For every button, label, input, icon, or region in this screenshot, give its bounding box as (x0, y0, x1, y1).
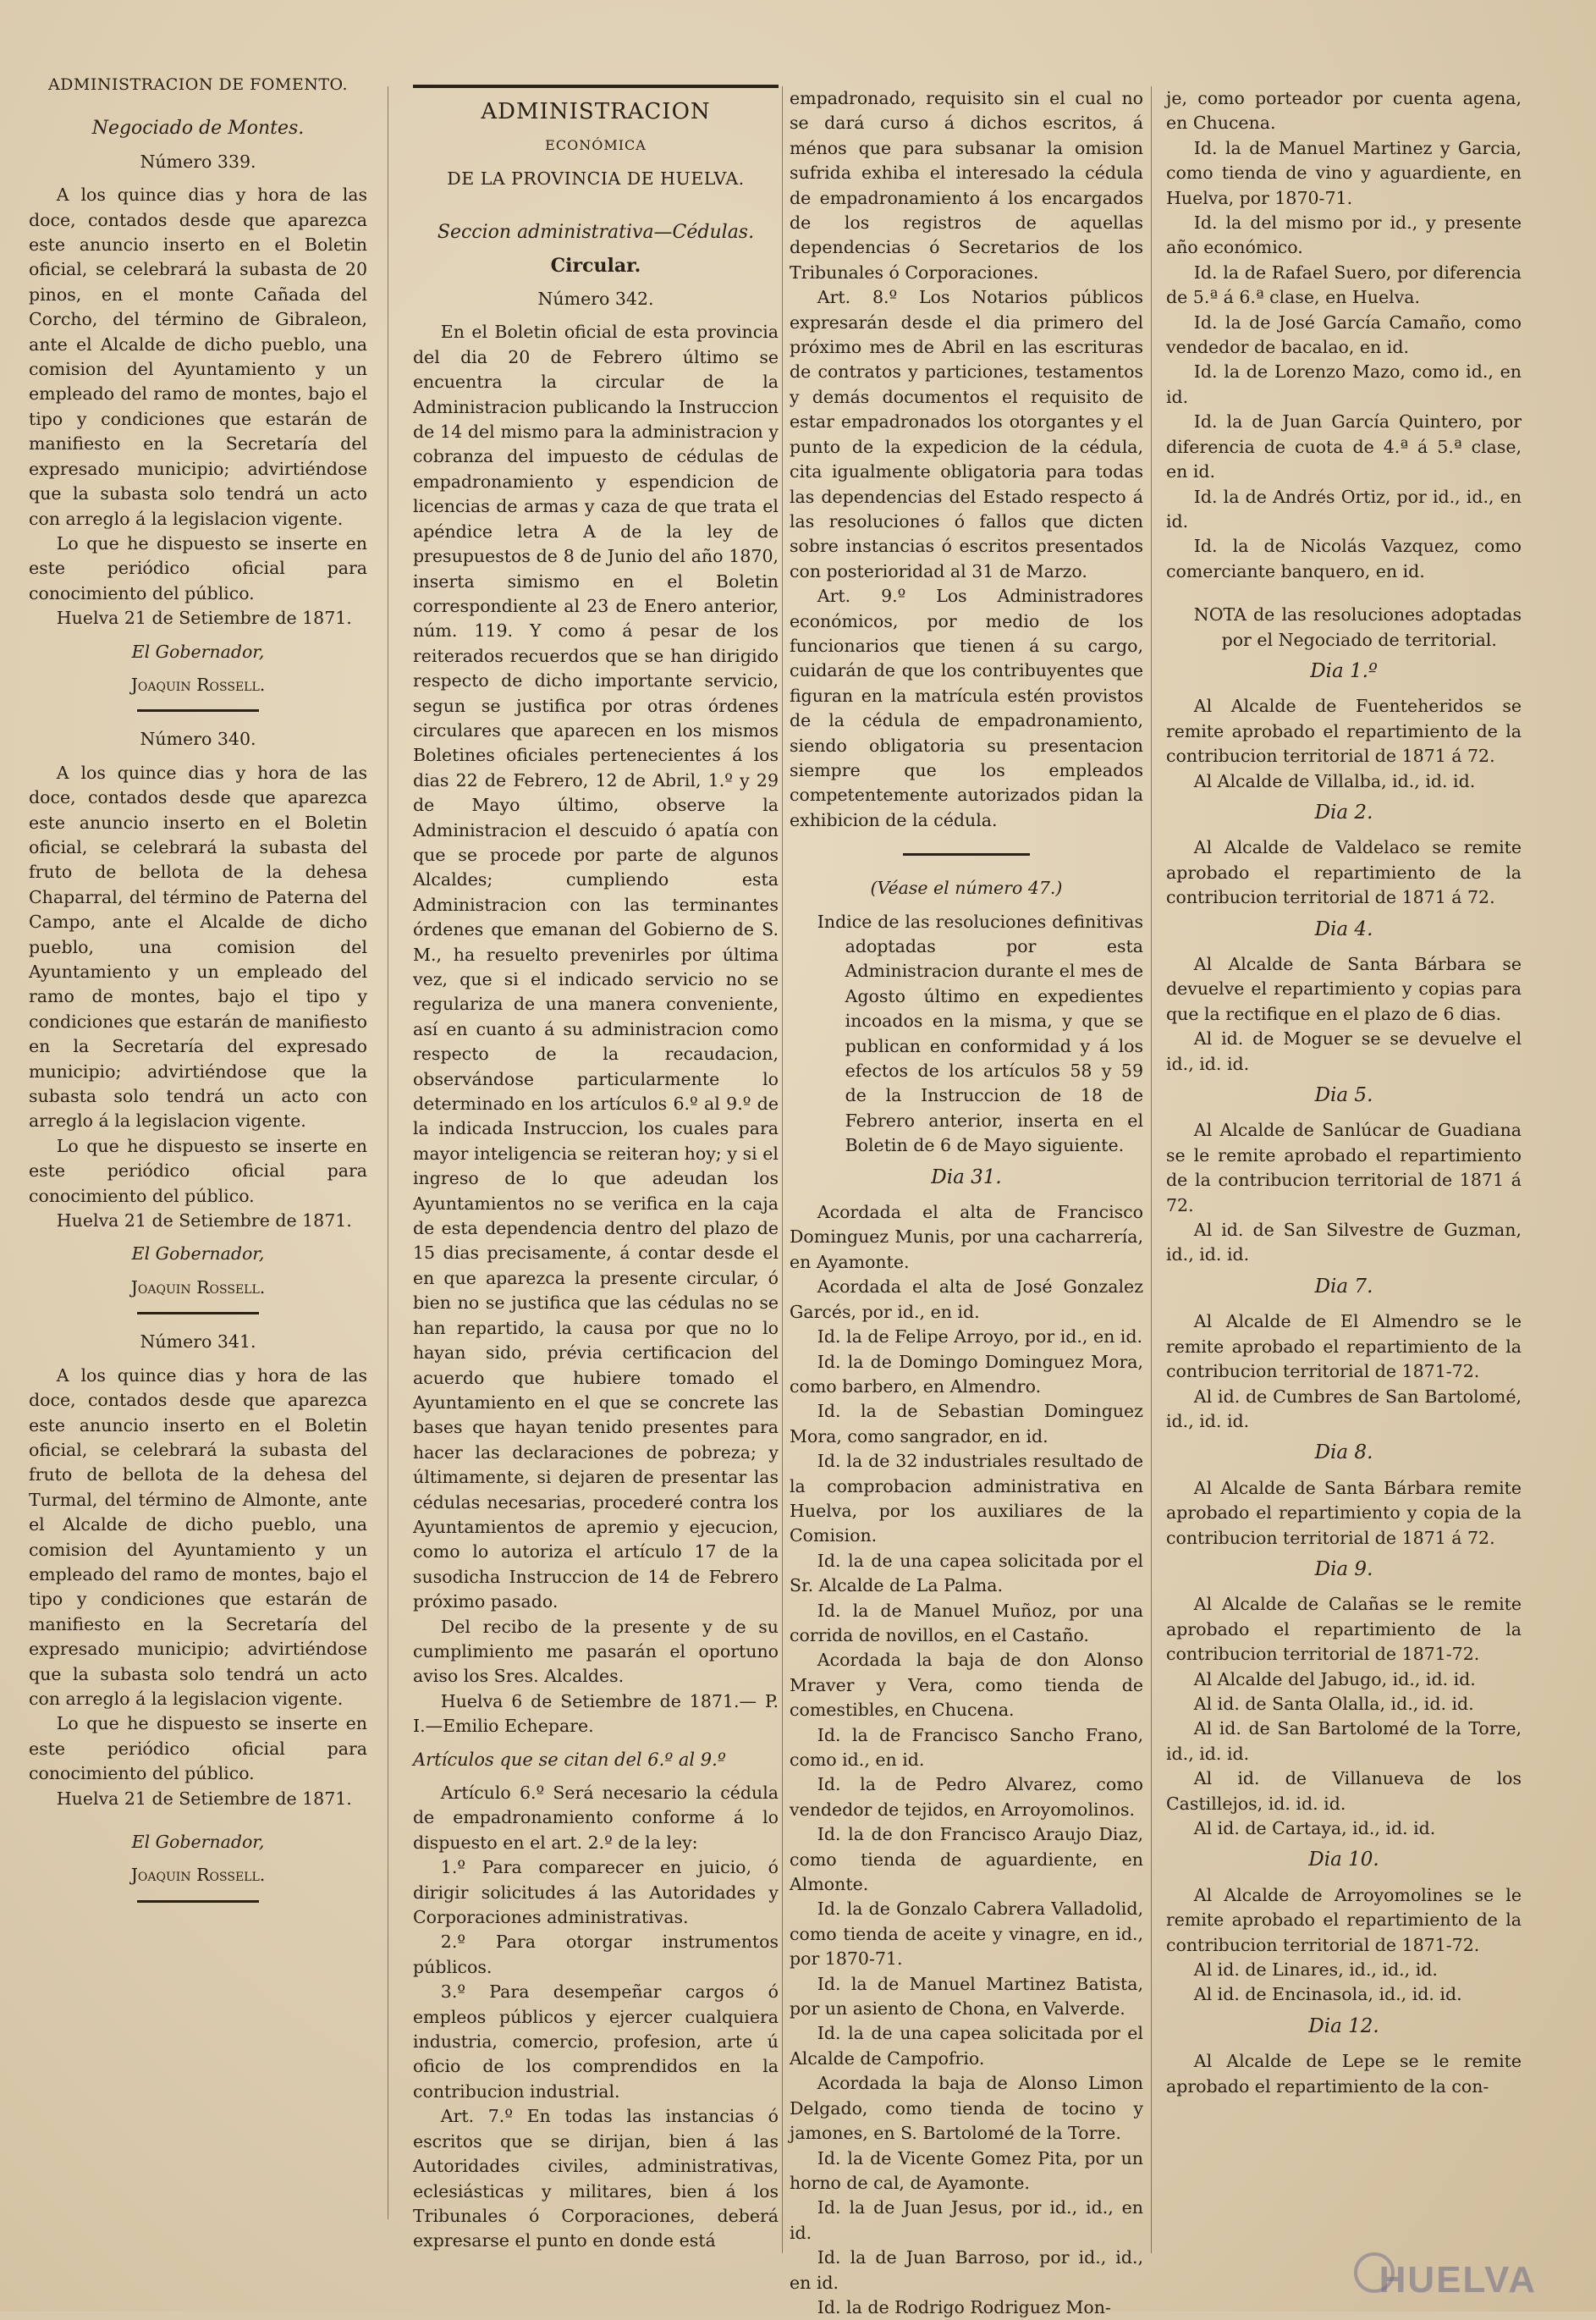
territorial-entry: Al Alcalde de El Almendro se le remite aprobado el repartimiento de la contribucion territorial de 1871-72. (1166, 1311, 1522, 1382)
department-header: ADMINISTRACION DE FOMENTO. (47, 75, 349, 94)
index-entry: Acordada el alta de Francisco Dominguez Munis, por una cacharrería, en Ayamonte. (790, 1202, 1143, 1272)
top-rule (413, 85, 779, 88)
article-6: Artículo 6.º Será necesario la cédula de empadronamiento conforme á lo dispuesto en el art. 2.º de la ley: (413, 1783, 779, 1853)
index-entry: Id. la de Manuel Martinez Batista, por un asiento de Chona, en Valverde. (790, 1973, 1143, 2020)
day-heading: Dia 10. (1308, 1849, 1379, 1871)
circular-signature: Huelva 6 de Setiembre de 1871.— P. I.—Emilio Echepare. (413, 1690, 779, 1737)
article-6-item-1: 1.º Para comparecer en juicio, ó dirigir solicitudes á las Autoridades y Corporaciones administrativas. (413, 1857, 779, 1928)
territorial-entry: Al Alcalde de Santa Bárbara remite aprobado el repartimiento y copia de la contribucion territorial de 1871 á 72. (1166, 1477, 1522, 1548)
notice-341-date: Huelva 21 de Setiembre de 1871. (56, 1788, 352, 1809)
notice-341-signer: Joaquin Rossell. (130, 1865, 266, 1886)
day-heading: Dia 8. (1314, 1441, 1373, 1464)
watermark: HUELVA (1379, 2259, 1537, 2301)
day-heading: Dia 7. (1314, 1275, 1373, 1298)
section-title: Seccion administrativa—Cédulas. (437, 222, 755, 244)
admin-title: ADMINISTRACION (481, 99, 711, 124)
territorial-entry: Al Alcalde de Fuenteheridos se remite aprobado el repartimiento de la contribucion territorial de 1871 á 72. (1166, 696, 1522, 767)
notice-339-role: El Gobernador, (131, 641, 265, 662)
column-rule (782, 86, 783, 2253)
notice-339-body: A los quince dias y hora de las doce, contados desde que aparezca este anuncio inserto en el Boletin oficial, se celebrará la subasta de 20 pinos, en el monte Cañada del Corcho, del término de Gibraleon, ante el Alcalde de dicho pueblo, una comision del Ayuntamiento y un empleado del ramo de montes, bajo el tipo y condiciones que estarán de manifiesto en la Secretaría del expresado municipio; advirtiéndose que la subasta solo tendrá un acto con arreglo á la legislacion vigente. (29, 185, 367, 529)
article-8: Art. 8.º Los Notarios públicos expresarán desde el dia primero del próximo mes de Abril en las escrituras de contratos y particiones, testamentos y demás documentos el requisito de estar empadronados los otorgantes y el punto de la expedicion de la cédula, cita igualmente obligatoria para todas las dependencias del Estado respecto á las resoluciones ó fallos que dicten sobre instancias ó escritos presentados con posterioridad al 31 de Marzo. (790, 287, 1143, 581)
day-heading: Dia 5. (1314, 1084, 1373, 1107)
index-entry: Id. la de Vicente Gomez Pita, por un horno de cal, de Ayamonte. (790, 2147, 1143, 2193)
column-territorial (1166, 86, 1522, 2099)
notice-341-closing: Lo que he dispuesto se inserte en este periódico oficial para conocimiento del público. (29, 1713, 367, 1784)
territorial-days (1166, 659, 1522, 2099)
notice-340-date: Huelva 21 de Setiembre de 1871. (56, 1210, 352, 1232)
column-fomento (29, 73, 367, 1918)
notice-340-role: El Gobernador, (131, 1243, 265, 1265)
index-entry: Id. la de Pedro Alvarez, como vendedor de tejidos, en Arroyomolinos. (790, 1774, 1143, 1820)
index-entry: Id. la del mismo por id., y presente año económico. (1166, 212, 1522, 258)
index-entry: Id. la de Manuel Muñoz, por una corrida de novillos, en el Castaño. (790, 1600, 1143, 1645)
index-entries (790, 1200, 1143, 2320)
divider (137, 1312, 259, 1314)
article-9: Art. 9.º Los Administradores económicos, por medio de los funcionarios que tienen á su cargo, cuidarán de que los contribuyentes que figuran en la matrícula estén provistos de la cédula de empadronamiento, siendo obligatoria su presentacion siempre que los empleados competentemente autorizados pidan la exhibicion de la cédula. (790, 586, 1143, 830)
territorial-entry: Al Alcalde de Arroyomolines se le remite aprobado el repartimiento de la contribucion territorial de 1871-72. (1166, 1884, 1522, 1955)
notice-342-number: Número 342. (537, 289, 654, 310)
territorial-entry: Al id. de Villanueva de los Castillejos, id. id. id. (1166, 1768, 1522, 1814)
territorial-entry: Al id. de Cartaya, id., id. id. (1193, 1818, 1436, 1838)
divider (137, 1900, 259, 1903)
column-economica (413, 85, 779, 2254)
notice-341-body: A los quince dias y hora de las doce, contados desde que aparezca este anuncio inserto en el Boletin oficial, se celebrará la subasta del fruto de bellota de la dehesa del Turmal, del término de Almonte, ante el Alcalde de dicho pueblo, una comision del Ayuntamiento y un empleado del ramo de montes, bajo el tipo y condiciones que estarán de manifiesto en la Secretaría del expresado municipio; advirtiéndose que la subasta solo tendrá un acto con arreglo á la legislacion vigente. (29, 1364, 367, 1709)
index-entry: Id. la de Lorenzo Mazo, como id., en id. (1166, 361, 1522, 407)
notice-339-number: Número 339. (140, 151, 256, 172)
index-entry: Id. la de Nicolás Vazquez, como comerciante banquero, en id. (1166, 536, 1522, 581)
index-entry: Id. la de Gonzalo Cabrera Valladolid, como tienda de aceite y vinagre, en id., por 1870-71. (790, 1898, 1143, 1970)
notice-340-signer: Joaquin Rossell. (130, 1276, 266, 1298)
notice-339-date: Huelva 21 de Setiembre de 1871. (56, 608, 352, 629)
day-heading: Dia 12. (1308, 2014, 1379, 2037)
article-7-continued: empadronado, requisito sin el cual no se dará curso á dichos escritos, á ménos que para subsanar la omision sufrida exhiba el interesado la cédula de empadronamiento á los encargados de los registros de aquellas dependencias ó Secretarios de los Tribunales ó Corporaciones. (790, 88, 1143, 283)
section-title: Negociado de Montes. (91, 118, 305, 140)
index-entry: Id. la de Felipe Arroyo, por id., en id. (817, 1326, 1142, 1347)
circular-body: En el Boletin oficial de esta provincia del dia 20 de Febrero último se encuentra la circular de la Administracion publicando la Instruccion de 14 del mismo para la administracion y cobranza del impuesto de cédulas de empadronamiento y espendicion de licencias de armas y caza de que trata el apéndice letra A de la ley de presupuestos de 8 de Junio del año 1870, inserta simismo en el Boletin correspondiente al 23 de Enero anterior, núm. 119. Y como á pesar de los reiterados recuerdos que se han dirigido respecto de dicho importante servicio, segun se justifica por otras órdenes circulares que aparecen en los mismos Boletines oficiales pertenecientes á los dias 22 de Febrero, 12 de Abril, 1.º y 29 de Mayo último, observe la Administracion el descuido ó apatía con que se procede por parte de algunos Alcaldes; cumpliendo esta Administracion con las terminantes órdenes que emanan del Gobierno de S. M., ha resuelto prevenirles por última vez, que si el indicado servicio no se regulariza de una manera conveniente, así en cuanto á su administracion como respecto de la recaudacion, observándose particularmente lo determinado en los artículos 6.º al 9.º de la indicada Instruccion, los cuales para mayor inteligencia se reiteran hoy; y si el ingreso de lo que adeudan los Ayuntamientos no se verifica en la caja de esta dependencia dentro del plazo de 15 dias precisamente, á contar desde el en que aparezca la presente circular, ó bien no se justifica que las cédulas no se han repartido, la causa por que no lo hayan sido, prévia certificacion del acuerdo que hubiere tomado el Ayuntamiento en el que se concrete las bases que hayan tenido presentes para hacer las declaraciones de pobreza; y últimamente, si dejaren de presentar las cédulas necesarias, procederé contra los Ayuntamientos de apremio y ejecucion, como lo autoriza el artículo 17 de la susodicha Instruccion de 14 de Febrero próximo pasado. (413, 322, 779, 1612)
index-entry: Id. la de Juan Barroso, por id., id., en id. (790, 2247, 1143, 2293)
territorial-entry: Al id. de Moguer se se devuelve el id., id. id. (1166, 1028, 1522, 1074)
index-entry: Id. la de Sebastian Dominguez Mora, como sangrador, en id. (790, 1401, 1143, 1447)
index-entry: Id. la de Rodrigo Rodriguez Mon- (817, 2296, 1111, 2317)
article-7: Art. 7.º En todas las instancias ó escritos que se dirijan, bien á las Autoridades civiles, administrativas, eclesiásticas y militares, bien á los Tribunales ó Corporaciones, deberá expresarse el punto en donde está (413, 2106, 779, 2251)
index-entry: Acordada la baja de don Alonso Mraver y Vera, como tienda de comestibles, en Chucena. (790, 1650, 1143, 1721)
territorial-entry: Al Alcalde de Valdelaco se remite aprobado el repartimiento de la contribucion territorial de 1871 á 72. (1166, 837, 1522, 908)
territorial-entry: Al Alcalde de Villalba, id., id. id. (1193, 770, 1476, 791)
notice-339-signer: Joaquin Rossell. (130, 674, 266, 695)
index-entry: Id. la de Juan García Quintero, por diferencia de cuota de 4.ª á 5.ª clase, en id. (1166, 411, 1522, 482)
article-6-item-3: 3.º Para desempeñar cargos ó empleos públicos y ejercer cualquiera industria, comercio, profesion, arte ú oficio de los comprendidos en la contribucion industrial. (413, 1981, 779, 2102)
index-entry: Id. la de una capea solicitada por el Sr. Alcalde de La Palma. (790, 1550, 1143, 1596)
territorial-entry: Al Alcalde de Calañas se le remite aprobado el repartimiento de la contribucion territorial de 1871-72. (1166, 1594, 1522, 1665)
circular-receipt: Del recibo de la presente y de su cumplimiento me pasarán el oportuno aviso los Sres. Alcaldes. (413, 1616, 779, 1687)
territorial-entry: Al id. de San Silvestre de Guzman, id., id. id. (1166, 1220, 1522, 1265)
admin-subtitle: ECONÓMICA (545, 137, 647, 154)
territorial-entry: Al Alcalde de Lepe se le remite aprobado el repartimiento de la con- (1166, 2051, 1522, 2097)
index-intro: Indice de las resoluciones definitivas adoptadas por esta Administracion durante el mes de Agosto último en expedientes incoados en la misma, y que se publican en conformidad y á los efectos de los artículos 58 y 59 de la Instruccion de 18 de Febrero anterior, inserta en el Boletin de 6 de Mayo siguiente. (817, 911, 1143, 1156)
index-entry: Acordada la baja de Alonso Limon Delgado, como tienda de tocino y jamones, en S. Bartolomé de la Torre. (790, 2073, 1143, 2144)
index-entry: Id. la de 32 industriales resultado de la comprobacion administrativa en Huelva, por los auxiliares de la Comision. (790, 1451, 1143, 1546)
notice-339-closing: Lo que he dispuesto se inserte en este periódico oficial para conocimiento del público. (29, 532, 367, 603)
index-entry: Id. la de Domingo Dominguez Mora, como barbero, en Almendro. (790, 1351, 1143, 1397)
articles-title: Artículos que se citan del 6.º al 9.º (413, 1749, 726, 1770)
nota-title: NOTA de las resoluciones adoptadas por el Negociado de territorial. (1193, 604, 1522, 650)
divider (903, 853, 1030, 856)
admin-province: DE LA PROVINCIA DE HUELVA. (447, 168, 745, 189)
territorial-entry: Al Alcalde de Sanlúcar de Guadiana se le remite aprobado el repartimiento de la contribucion territorial de 1871 á 72. (1166, 1120, 1522, 1215)
index-entry: Id. la de Manuel Martinez y Garcia, como tienda de vino y aguardiente, en Huelva, por 1870-71. (1166, 137, 1522, 208)
notice-340-closing: Lo que he dispuesto se inserte en este periódico oficial para conocimiento del público. (29, 1135, 367, 1206)
column-indice (790, 86, 1143, 2320)
column-rule (1151, 86, 1152, 2253)
notice-341-role: El Gobernador, (131, 1832, 265, 1852)
territorial-entry: Al id. de Cumbres de San Bartolomé, id., id. id. (1166, 1386, 1522, 1431)
index-entry: Id. la de Francisco Sancho Frano, como id., en id. (790, 1724, 1143, 1770)
territorial-entry: Al Alcalde de Santa Bárbara se devuelve el repartimiento y copias para que la rectifique en el plazo de 6 dias. (1166, 954, 1522, 1024)
day-heading: Dia 9. (1314, 1557, 1373, 1580)
index-entry: Id. la de una capea solicitada por el Alcalde de Campofrio. (790, 2023, 1143, 2069)
territorial-entry: Al Alcalde del Jabugo, id., id. id. (1193, 1668, 1476, 1689)
divider (137, 709, 259, 712)
day-heading: Dia 4. (1314, 918, 1373, 940)
territorial-entry: Al id. de San Bartolomé de la Torre, id., id. id. (1166, 1718, 1522, 1764)
territorial-entry: Al id. de Encinasola, id., id. id. (1193, 1984, 1462, 2005)
index-entry: Id. la de José García Camaño, como vendedor de bacalao, en id. (1166, 311, 1522, 358)
territorial-entry: Al id. de Santa Olalla, id., id. id. (1193, 1693, 1474, 1714)
day-heading: Dia 2. (1314, 801, 1373, 824)
notice-341-number: Número 341. (140, 1331, 256, 1353)
index-entry: Id. la de Rafael Suero, por diferencia de 5.ª á 6.ª clase, en Huelva. (1166, 262, 1522, 308)
index-entry: Id. la de don Francisco Araujo Diaz, como tienda de aguardiente, en Almonte. (790, 1824, 1143, 1895)
article-6-item-2: 2.º Para otorgar instrumentos públicos. (413, 1931, 779, 1977)
notice-340-number: Número 340. (140, 729, 256, 750)
circular-title: Circular. (550, 254, 641, 277)
day-heading: Dia 1.º (1310, 659, 1378, 682)
notice-340-body: A los quince dias y hora de las doce, contados desde que aparezca este anuncio inserto en el Boletin oficial, se celebrará la subasta del fruto de bellota de la dehesa Chaparral, del término de Paterna del Campo, ante el Alcalde de dicho pueblo, una comision del Ayuntamiento y un empleado del ramo de montes, bajo el tipo y condiciones que estarán de manifiesto en la Secretaría del expresado municipio; advirtiéndose que la subasta solo tendrá un acto con arreglo á la legislacion vigente. (29, 762, 367, 1132)
day-heading: Dia 31. (931, 1166, 1002, 1188)
index-entry: Acordada el alta de José Gonzalez Garcés, por id., en id. (790, 1276, 1143, 1322)
index-entry: je, como porteador por cuenta agena, en Chucena. (1166, 88, 1522, 134)
index-entry: Id. la de Andrés Ortiz, por id., id., en id. (1166, 486, 1522, 532)
index-entry: Id. la de Juan Jesus, por id., id., en id. (790, 2197, 1143, 2243)
territorial-entry: Al id. de Linares, id., id., id. (1193, 1959, 1438, 1981)
see-number: (Véase el número 47.) (870, 878, 1063, 899)
index-entries-continued (1166, 86, 1522, 584)
